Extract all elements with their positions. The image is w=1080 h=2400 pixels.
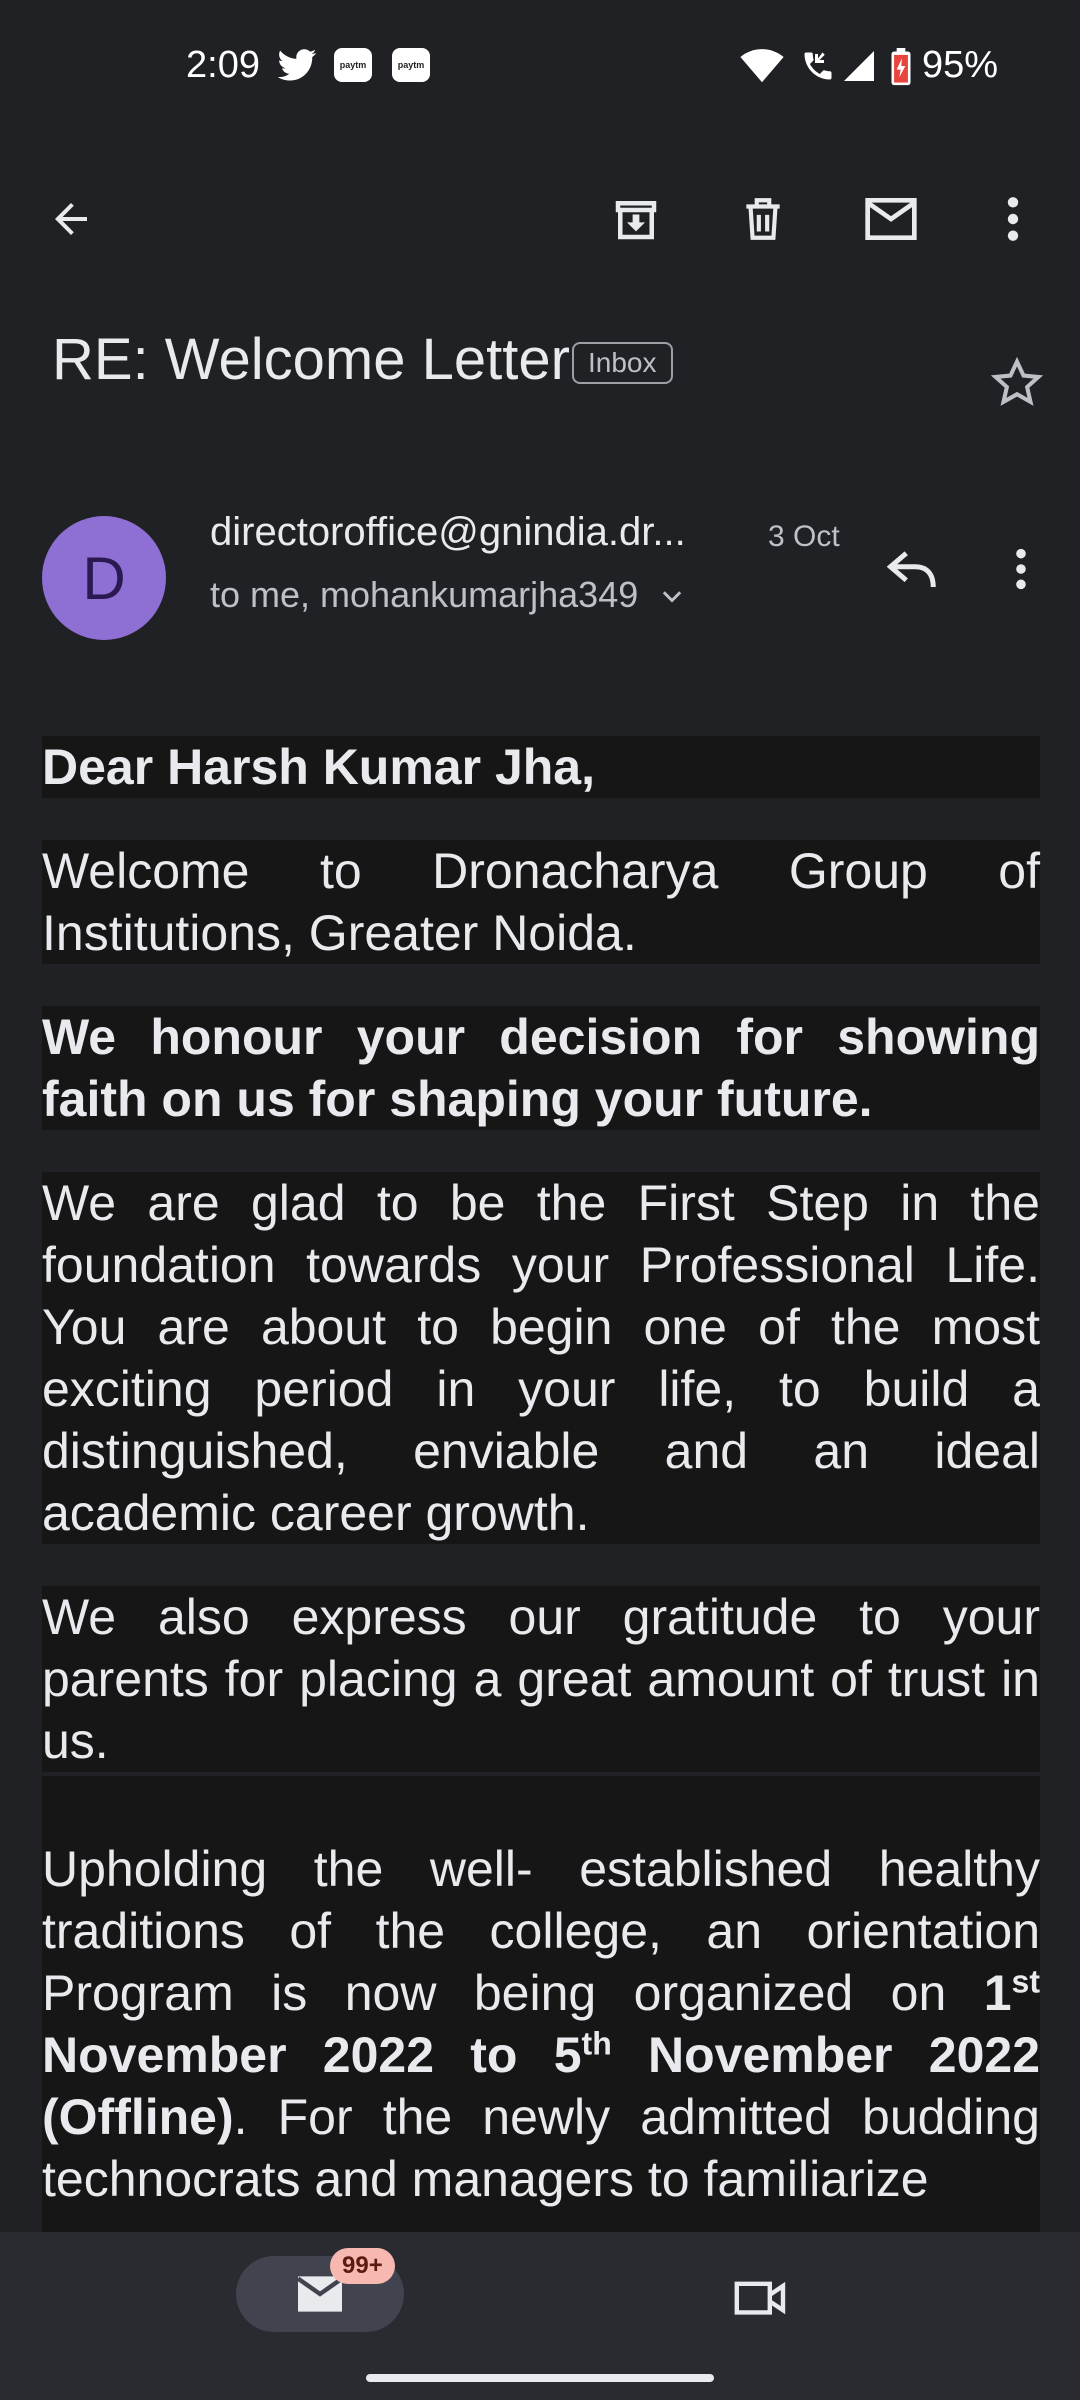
delete-button[interactable] [728, 184, 798, 254]
status-time: 2:09 [186, 44, 260, 86]
body-paragraph: We honour your decision for showing faith on us for shaping your future. [42, 1006, 1040, 1130]
orientation-paragraph [42, 1776, 1040, 2232]
email-subject: RE: Welcome Letter [52, 327, 570, 392]
reply-button[interactable] [878, 534, 948, 604]
archive-button[interactable] [601, 184, 671, 254]
video-icon [732, 2275, 790, 2319]
twitter-icon [276, 48, 318, 84]
sender-avatar[interactable]: D [42, 516, 166, 640]
battery-percentage: 95% [922, 44, 999, 86]
more-vert-icon [1011, 546, 1031, 592]
nav-meet-button[interactable] [726, 2262, 796, 2332]
paytm-icon: paytm [334, 48, 372, 82]
call-icon [800, 48, 836, 84]
reply-icon [886, 546, 940, 592]
back-button[interactable] [36, 184, 106, 254]
sender-address[interactable]: directoroffice@gnindia.dr... [210, 510, 686, 554]
paragraph-text: Upholding the well- established healthy traditions of the college, an orientation Program is now being organized on [42, 1841, 1040, 2021]
signal-icon [840, 48, 878, 84]
unread-badge: 99+ [330, 2248, 395, 2284]
chevron-down-icon[interactable] [658, 583, 686, 611]
archive-icon [609, 192, 663, 246]
delete-icon [738, 192, 788, 246]
body-paragraph: Welcome to Dronacharya Group of Institutions, Greater Noida. [42, 840, 1040, 964]
inbox-label[interactable]: Inbox [572, 342, 673, 384]
recipients[interactable] [210, 574, 686, 616]
paytm-icon: paytm [392, 48, 430, 82]
mark-unread-button[interactable] [856, 184, 926, 254]
message-more-button[interactable] [986, 534, 1056, 604]
paragraph-text: . For the newly admitted budding technocrats and managers to familiarize [42, 2089, 1040, 2207]
body-paragraph: We also express our gratitude to your parents for placing a great amount of trust in us. [42, 1586, 1040, 1772]
date-range: 1st November 2022 to 5th November 2022 (Offline) [42, 1963, 1040, 2145]
home-indicator[interactable] [366, 2374, 714, 2382]
greeting: Dear Harsh Kumar Jha, [42, 736, 1040, 798]
recipients-text: to me, mohankumarjha349 [210, 574, 639, 615]
star-button[interactable] [982, 348, 1052, 418]
wifi-icon [740, 48, 784, 84]
more-options-button[interactable] [978, 184, 1048, 254]
more-vert-icon [1003, 194, 1023, 244]
back-arrow-icon [47, 195, 95, 243]
body-paragraph: We are glad to be the First Step in the foundation towards your Professional Life. You are about to begin one of the most exciting period in your life, to build a distinguished, enviable and an ideal academic career growth. [42, 1172, 1040, 1544]
email-date: 3 Oct [768, 520, 840, 553]
mark-unread-icon [863, 194, 919, 244]
battery-icon [890, 48, 912, 86]
star-icon [990, 356, 1044, 410]
